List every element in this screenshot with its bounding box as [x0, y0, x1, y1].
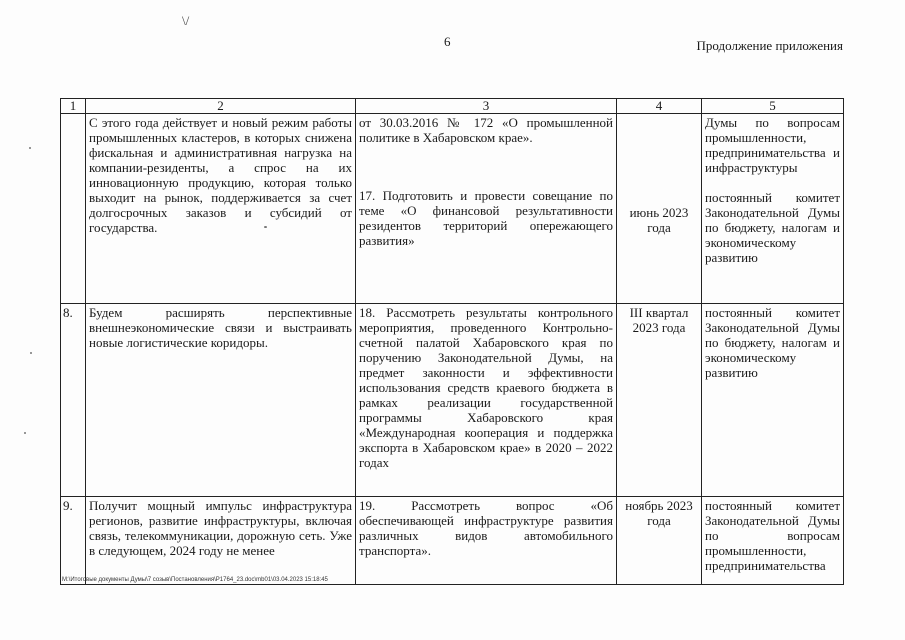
row-responsible-continuation: Думы по вопросам промышленности, предпринимательства и инфраструктуры: [705, 115, 840, 175]
header-cell-1: 1: [61, 99, 86, 114]
spacer: [620, 115, 698, 205]
row-deadline-cell: [617, 114, 702, 304]
table-row: [61, 497, 844, 585]
page-number: 6: [444, 34, 451, 49]
row-number: 9.: [61, 497, 86, 585]
row-deadline: ноябрь 2023 года: [617, 497, 702, 585]
appendix-table: [60, 98, 844, 585]
row-responsible: постоянный комитет Законодательной Думы по вопросам промышленности, предпринимательства: [702, 497, 844, 585]
header-cell-3: 3: [356, 99, 617, 114]
row-deadline: III квартал 2023 года: [617, 304, 702, 497]
row-goal-text: С этого года действует и новый режим работы промышленных кластеров, в которых снижена фискальная и административная нагрузка на компании-резиденты, а спрос на их инновационную продукцию, которая только выходит на рынок, поддерживается за счет долгосрочных заказов и субсидий от государства.: [86, 114, 356, 304]
table-header-row: [61, 99, 844, 114]
spacer: [359, 145, 613, 188]
row-action-text: 17. Подготовить и провести совещание по теме «О финансовой результативности резидентов территорий опережающего развития»: [359, 188, 613, 248]
header-cell-2: 2: [86, 99, 356, 114]
row-action-text: 19. Рассмотреть вопрос «Об обеспечивающей инфраструктуре развития различных видов автомобильного транспорта».: [356, 497, 617, 585]
row-responsible-cell: [702, 114, 844, 304]
row-deadline: июнь 2023 года: [629, 205, 689, 235]
row-number: [61, 114, 86, 304]
row-action-text: 18. Рассмотреть результаты контрольного мероприятия, проведенного Контрольно-счетной палатой Хабаровского края по поручению Законодательной Думы, на предмет законности и эффективности использования средств краевого бюджета в рамках реализации государственной программы Хабаровского края «Международная кооперация и поддержка экспорта в Хабаровском крае» в 2020 – 2022 годах: [356, 304, 617, 497]
header-cell-5: 5: [702, 99, 844, 114]
table-row: [61, 304, 844, 497]
handwritten-mark: \/: [182, 13, 190, 28]
row-goal-text: Получит мощный импульс инфраструктура регионов, развитие инфраструктуры, включая связь, телекоммуникации, дорожную сеть. Уже в следующем, 2024 году не менее: [86, 497, 356, 585]
row-responsible: постоянный комитет Законодательной Думы по бюджету, налогам и экономическому развитию: [702, 304, 844, 497]
row-action-continuation: от 30.03.2016 № 172 «О промышленной политике в Хабаровском крае».: [359, 115, 613, 145]
header-cell-4: 4: [617, 99, 702, 114]
scan-speck: [24, 432, 26, 434]
scan-speck: [29, 147, 31, 149]
continuation-label: Продолжение приложения: [696, 38, 843, 53]
scan-speck: [264, 226, 267, 228]
file-path-footer: M:\Итоговые документы Думы\7 созыв\Постановления\P1764_23.doc\mb01\03.04.2023 15:18:45: [62, 577, 328, 583]
row-number: 8.: [61, 304, 86, 497]
row-goal-text: Будем расширять перспективные внешнеэкономические связи и выстраивать новые логистические коридоры.: [86, 304, 356, 497]
row-action-cell: [356, 114, 617, 304]
scan-speck: [30, 352, 32, 354]
row-responsible: постоянный комитет Законодательной Думы по бюджету, налогам и экономическому развитию: [705, 190, 840, 265]
spacer: [705, 175, 840, 190]
table-row: [61, 114, 844, 304]
